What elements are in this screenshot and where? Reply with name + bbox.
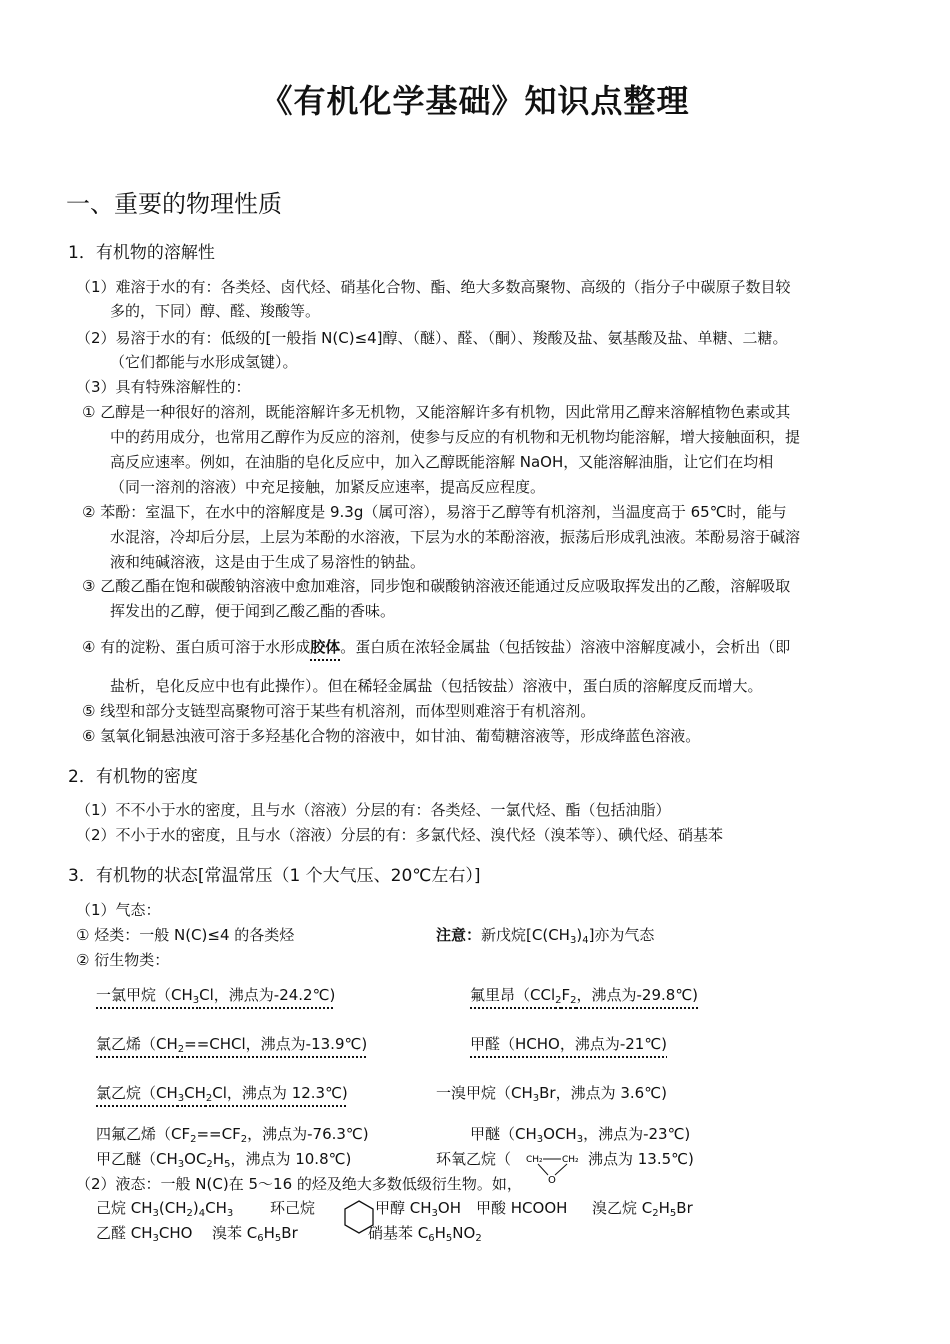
subscript: 2 (206, 1159, 213, 1170)
text-segment: ，沸点为-23℃) (583, 1125, 691, 1143)
subscript: 2 (205, 1093, 213, 1104)
text-segment: ) (192, 1199, 199, 1217)
text-line (82, 636, 790, 658)
text-segment: OC (184, 1150, 207, 1168)
subscript: 2 (186, 1208, 193, 1219)
text-segment: ]亦为气态 (588, 926, 655, 944)
text-line: （3）具有特殊溶解性的： (76, 378, 251, 396)
note-line (436, 924, 654, 952)
compound-methyl-ethyl-ether (96, 1148, 351, 1176)
text-line: （2）易溶于水的有：低级的[一般指 N(C)≤4]醇、（醚）、醛、（酮）、羧酸及盐、氨基酸及盐、单糖、二糖。 (76, 329, 788, 347)
text-segment: Cl，沸点为 12.3℃) (212, 1084, 348, 1102)
cyclohexane-ring-icon (343, 1199, 375, 1235)
compound-ethylene-oxide-bp: 沸点为 13.5℃) (588, 1150, 694, 1168)
text-segment: OH (437, 1199, 461, 1217)
text-line: （2）不小于水的密度，且与水（溶液）分层的有：多氯代烃、溴代烃（溴苯等）、碘代烃、硝基苯 (76, 826, 724, 844)
text-line: 高反应速率。例如，在油脂的皂化反应中，加入乙醇既能溶解 NaOH，又能溶解油脂，让它们在均相 (110, 453, 774, 471)
compound-formic-acid: 甲酸 HCOOH (476, 1199, 568, 1217)
compound-ethylene-oxide-label: 环氧乙烷（ (436, 1150, 512, 1168)
subscript: 4 (582, 935, 589, 946)
subscript: 3 (536, 1134, 544, 1145)
text-segment: 溴乙烷 C (592, 1199, 653, 1217)
compound-nitrobenzene (368, 1222, 482, 1250)
text-line: ⑤ 线型和部分支链型高聚物可溶于某些有机溶剂，而体型则难溶于有机溶剂。 (82, 702, 596, 720)
subscript: 3 (177, 1159, 185, 1170)
text-segment: ，沸点为-29.8℃) (576, 986, 699, 1004)
subscript: 3 (576, 1134, 584, 1145)
ring-bond (538, 1164, 548, 1175)
subscript: 2 (555, 995, 562, 1006)
note-label: 注意： (436, 926, 482, 944)
subscript: 3 (192, 995, 200, 1006)
ethylene-oxide-structure-icon (524, 1150, 588, 1184)
text-segment: (CH (158, 1199, 187, 1217)
text-segment: ==CHCl，沸点为-13.9℃) (184, 1035, 368, 1053)
subscript: 3 (152, 1208, 159, 1219)
text-segment: 氯乙烷（CH (96, 1084, 178, 1102)
text-line: 中的药用成分，也常用乙醇作为反应的溶剂，使参与反应的有机物和无机物均能溶解，增大接触面积，提 (110, 428, 801, 446)
text-segment: 一溴甲烷（CH (436, 1084, 533, 1102)
compound-freon (470, 984, 698, 1012)
text-segment: 新戊烷[C(CH (481, 926, 570, 944)
ring-bond (555, 1164, 567, 1175)
compound-tetrafluoroethylene (96, 1123, 369, 1151)
subscript: 2 (570, 995, 577, 1006)
text-line: ③ 乙酸乙酯在饱和碳酸钠溶液中愈加难溶，同步饱和碳酸钠溶液还能通过反应吸取挥发出的乙酸，溶解吸取 (82, 577, 791, 595)
text-segment: Br (676, 1199, 693, 1217)
text-line: （1）不不小于水的密度，且与水（溶液）分层的有：各类烃、一氯代烃、酯（包括油脂） (76, 801, 671, 819)
text-line: （它们都能与水形成氢键）。 (110, 353, 298, 371)
text-line: 多的，下同）醇、醛、羧酸等。 (110, 302, 321, 320)
text-segment: 溴苯 C (212, 1224, 258, 1242)
subscript: 6 (428, 1233, 435, 1244)
text-line: 液和纯碱溶液，这是由于生成了易溶性的钠盐。 (110, 553, 426, 571)
subscript: 3 (431, 1208, 438, 1219)
text-segment: 。蛋白质在浓轻金属盐（包括铵盐）溶液中溶解度减小，会析出（即 (340, 638, 791, 656)
text-line: 挥发出的乙醇，便于闻到乙酸乙酯的香味。 (110, 602, 396, 620)
text-segment: OCH (543, 1125, 577, 1143)
subheading-solubility: 1．有机物的溶解性 (68, 243, 215, 263)
text-segment: 氟里昂（CCl (470, 986, 556, 1004)
text-segment: 己烷 CH (96, 1199, 153, 1217)
text-line: （同一溶剂的溶液）中充足接触，加紧反应速率，提高反应程度。 (110, 478, 546, 496)
compound-chloroethane (96, 1082, 348, 1110)
ring-right-label: CH₂ (562, 1155, 579, 1165)
subscript: 3 (532, 1093, 540, 1104)
text-line: ① 烃类：一般 N(C)≤4 的各类烃 (76, 926, 295, 944)
compound-acetaldehyde (96, 1222, 192, 1250)
text-segment: 甲醚（CH (470, 1125, 537, 1143)
compound-chloromethane (96, 984, 335, 1012)
text-segment: CH (205, 1199, 227, 1217)
text-segment: 氯乙烯（CH (96, 1035, 178, 1053)
text-line: 盐析，皂化反应中也有此操作）。但在稀轻金属盐（包括铵盐）溶液中，蛋白质的溶解度反而增大。 (110, 677, 763, 695)
text-line: （1）难溶于水的有：各类烃、卤代烃、硝基化合物、酯、绝大多数高聚物、高级的（指分子中碳原子数目较 (76, 278, 791, 296)
page-title: 《有机化学基础》知识点整理 (260, 82, 690, 120)
subscript: 6 (257, 1233, 264, 1244)
subheading-density: 2．有机物的密度 (68, 767, 198, 787)
compound-bromomethane (436, 1082, 667, 1110)
text-line: ① 乙醇是一种很好的溶剂，既能溶解许多无机物，又能溶解许多有机物，因此常用乙醇来溶解植物色素或其 (82, 403, 791, 421)
text-segment: H (212, 1150, 225, 1168)
subscript: 2 (190, 1134, 197, 1145)
text-segment: 乙醛 CH (96, 1224, 153, 1242)
subscript: 2 (177, 1044, 185, 1055)
compound-bromobenzene (212, 1222, 298, 1250)
subscript: 3 (226, 1208, 234, 1219)
subscript: 4 (198, 1208, 206, 1219)
subscript: 3 (152, 1233, 159, 1244)
text-segment: 硝基苯 C (368, 1224, 429, 1242)
text-segment: Br，沸点为 3.6℃) (539, 1084, 667, 1102)
subscript: 5 (445, 1233, 453, 1244)
text-segment: Cl，沸点为-24.2℃) (199, 986, 336, 1004)
text-segment: H (658, 1199, 670, 1217)
ring-left-label: CH₂ (526, 1155, 543, 1165)
text-line: 水混溶，冷却后分层，上层为苯酚的水溶液，下层为水的苯酚溶液，振荡后形成乳浊液。苯酚易溶于碱溶 (110, 528, 801, 546)
subscript: 2 (475, 1233, 482, 1244)
ring-oxygen-label: O (548, 1175, 556, 1184)
subscript: 3 (177, 1093, 185, 1104)
compound-hexane (96, 1197, 233, 1225)
text-segment: ④ 有的淀粉、蛋白质可溶于水形成 (82, 638, 311, 656)
text-segment: NO (452, 1224, 476, 1242)
compound-methanol (375, 1197, 461, 1225)
text-line: ② 衍生物类： (76, 951, 170, 969)
text-line: （1）气态： (76, 901, 161, 919)
subscript: 5 (224, 1159, 231, 1170)
subscript: 2 (240, 1134, 248, 1145)
compound-formaldehyde: 甲醛（HCHO，沸点为-21℃) (470, 1035, 668, 1053)
text-segment: Br (281, 1224, 298, 1242)
text-segment: CH (184, 1084, 206, 1102)
subscript: 3 (569, 935, 577, 946)
text-segment: ，沸点为-76.3℃) (247, 1125, 369, 1143)
compound-vinyl-chloride (96, 1033, 367, 1061)
text-segment: CHO (158, 1224, 193, 1242)
text-segment: H (263, 1224, 275, 1242)
text-segment: 甲醇 CH (375, 1199, 432, 1217)
compound-cyclohexane: 环己烷 (270, 1199, 316, 1217)
text-segment: ) (576, 926, 583, 944)
subscript: 2 (652, 1208, 659, 1219)
section-heading-physical-properties: 一、重要的物理性质 (66, 190, 282, 218)
text-line: ⑥ 氢氧化铜悬浊液可溶于多羟基化合物的溶液中，如甘油、葡萄糖溶液等，形成绛蓝色溶液。 (82, 727, 701, 745)
text-segment: H (434, 1224, 446, 1242)
text-segment: 四氟乙烯（CF (96, 1125, 191, 1143)
subheading-state: 3．有机物的状态[常温常压（1 个大气压、20℃左右）] (68, 866, 481, 886)
text-line: （2）液态：一般 N(C)在 5～16 的烃及绝大多数低级衍生物。如， (76, 1175, 522, 1193)
compound-bromoethane (592, 1197, 693, 1225)
text-segment: ，沸点为 10.8℃) (230, 1150, 352, 1168)
subscript: 5 (274, 1233, 282, 1244)
emphasis-colloid: 胶体 (310, 638, 341, 656)
compound-dimethyl-ether (470, 1123, 690, 1151)
text-segment: F (561, 986, 571, 1004)
text-segment: 一氯甲烷（CH (96, 986, 193, 1004)
text-line: ② 苯酚：室温下，在水中的溶解度是 9.3g（属可溶），易溶于乙醇等有机溶剂，当温度高于 65℃时，能与 (82, 503, 787, 521)
text-segment: ==CF (196, 1125, 241, 1143)
subscript: 5 (669, 1208, 677, 1219)
text-segment: 甲乙醚（CH (96, 1150, 178, 1168)
